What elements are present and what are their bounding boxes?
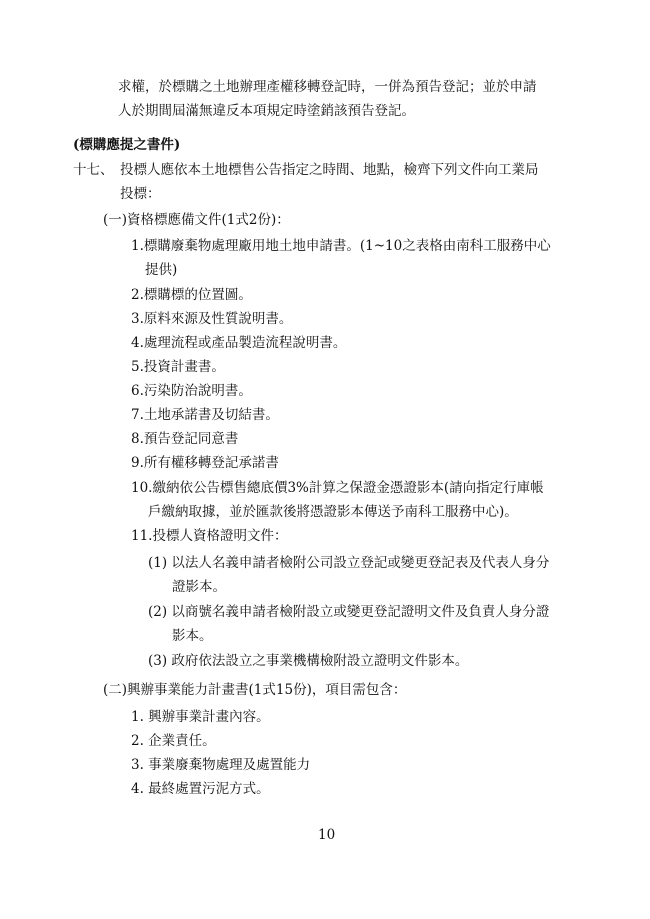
list-item: 1. 興辦事業計畫內容。 [131, 709, 270, 725]
list-item-continuation: 提供) [145, 262, 178, 278]
list-item: 11.投標人資格證明文件： [131, 528, 288, 544]
sub-item: (3) 政府依法設立之事業機構檢附設立證明文件影本。 [148, 653, 469, 669]
list-item: 5.投資計畫書。 [131, 359, 225, 375]
list-item: 3.原料來源及性質說明書。 [131, 311, 293, 327]
list-item: 7.土地承諾書及切結書。 [131, 407, 279, 423]
section-heading: (標購應提之書件) [73, 137, 181, 153]
list-item: 2. 企業責任。 [131, 733, 216, 749]
list-item: 10.繳納依公告標售總底價3%計算之保證金憑證影本(請向指定行庫帳 [131, 480, 544, 496]
list-item: 8.預告登記同意書 [131, 431, 239, 447]
article-line-2: 投標： [120, 186, 161, 202]
intro-line-1: 求權，於標購之土地辦理產權移轉登記時，一併為預告登記；並於申請 [118, 79, 537, 95]
list-item-continuation: 戶繳納取據，並於匯款後將憑證影本傳送予南科工服務中心)。 [148, 504, 518, 520]
sub-item: (2) 以商號名義申請者檢附設立或變更登記證明文件及負責人身分證 [148, 604, 550, 620]
list-item: 2.標購標的位置圖。 [131, 287, 252, 303]
list-item: 6.污染防治說明書。 [131, 383, 252, 399]
sub-item-continuation: 影本。 [172, 628, 213, 644]
part1-heading: (一)資格標應備文件(1式2份)： [103, 212, 290, 228]
sub-item: (1) 以法人名義申請者檢附公司設立登記或變更登記表及代表人身分 [148, 555, 550, 571]
sub-item-continuation: 證影本。 [172, 579, 226, 595]
list-item: 4.處理流程或產品製造流程說明書。 [131, 335, 347, 351]
list-item: 9.所有權移轉登記承諾書 [131, 455, 279, 471]
article-number: 十七、 [73, 162, 114, 178]
intro-line-2: 人於期間屆滿無違反本項規定時塗銷該預告登記。 [118, 103, 415, 119]
list-item: 4. 最終處置污泥方式。 [131, 781, 270, 797]
part2-heading: (二)興辦事業能力計畫書(1式15份)，項目需包含： [103, 682, 407, 698]
article-line-1: 投標人應依本土地標售公告指定之時間、地點，檢齊下列文件向工業局 [120, 162, 539, 178]
list-item: 1.標購廢棄物處理廠用地土地申請書。(1~10之表格由南科工服務中心 [131, 238, 551, 254]
list-item: 3. 事業廢棄物處理及處置能力 [131, 757, 311, 773]
page-number: 10 [318, 827, 336, 843]
